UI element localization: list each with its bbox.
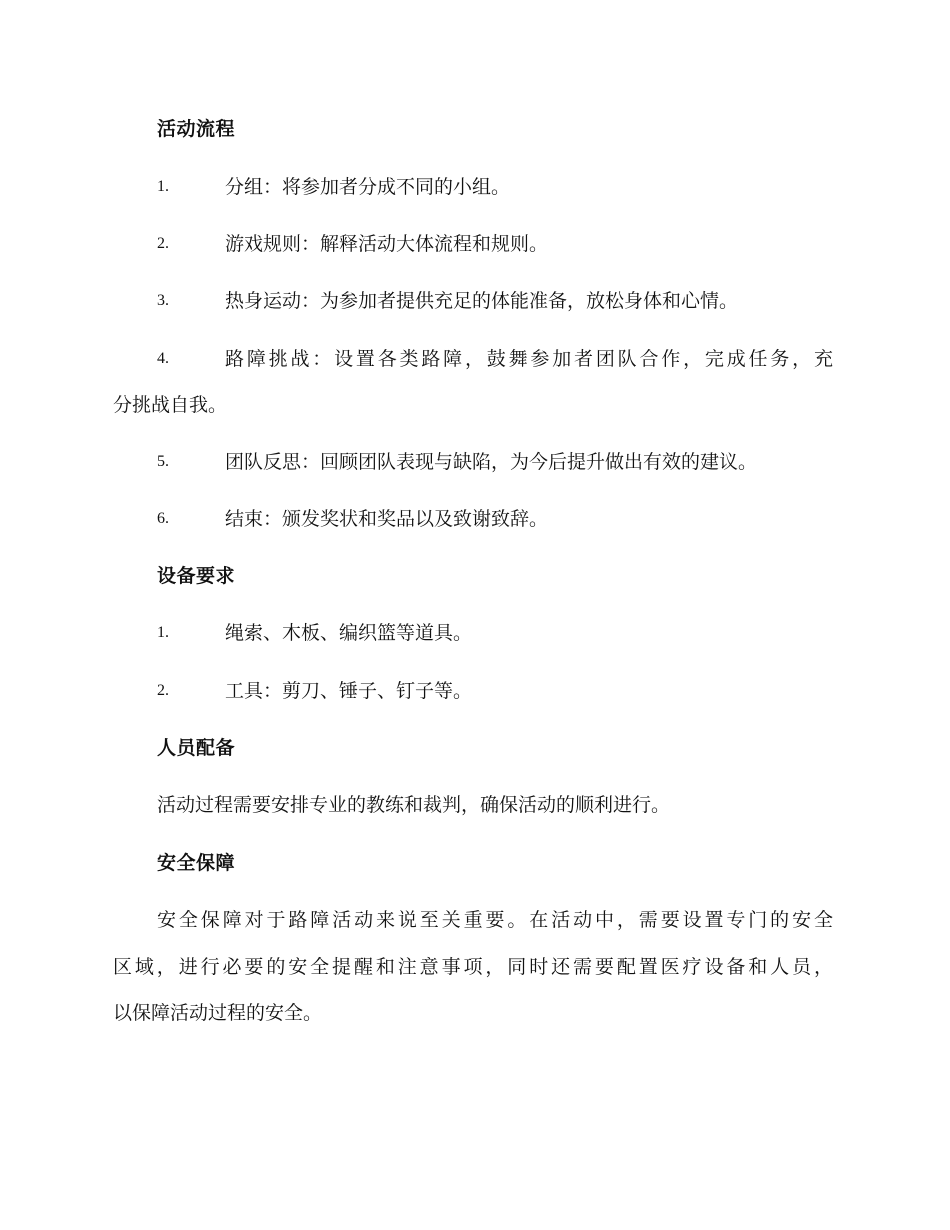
paragraph-line: 安全保障对于路障活动来说至关重要。在活动中，需要设置专门的安全 bbox=[157, 909, 833, 931]
paragraph-line: 区域，进行必要的安全提醒和注意事项，同时还需要配置医疗设备和人员， bbox=[113, 956, 833, 978]
list-item-number: 5. bbox=[157, 453, 169, 470]
list-item-text: 绳索、木板、编织篮等道具。 bbox=[225, 622, 473, 644]
list-item-text: 结束：颁发奖状和奖品以及致谢致辞。 bbox=[225, 508, 549, 530]
list-item-number: 1. bbox=[157, 624, 169, 641]
list-item-text: 分组：将参加者分成不同的小组。 bbox=[225, 176, 511, 198]
list-item-text-continuation: 分挑战自我。 bbox=[113, 394, 228, 416]
paragraph-text: 活动过程需要安排专业的教练和裁判，确保活动的顺利进行。 bbox=[157, 794, 671, 816]
section-heading-safety: 安全保障 bbox=[157, 852, 236, 874]
list-item-text: 工具：剪刀、锤子、钉子等。 bbox=[225, 680, 473, 702]
section-heading-process: 活动流程 bbox=[157, 118, 236, 140]
list-item-number: 2. bbox=[157, 682, 169, 699]
section-heading-staff: 人员配备 bbox=[157, 737, 236, 759]
list-item-text: 团队反思：回顾团队表现与缺陷，为今后提升做出有效的建议。 bbox=[225, 451, 758, 473]
list-item-number: 1. bbox=[157, 178, 169, 195]
list-item-number: 3. bbox=[157, 292, 169, 309]
list-item-text: 路障挑战：设置各类路障，鼓舞参加者团队合作，完成任务，充 bbox=[225, 348, 833, 370]
paragraph-line: 以保障活动过程的安全。 bbox=[113, 1002, 323, 1024]
list-item-number: 2. bbox=[157, 235, 169, 252]
list-item-text: 热身运动：为参加者提供充足的体能准备，放松身体和心情。 bbox=[225, 290, 739, 312]
list-item-text: 游戏规则：解释活动大体流程和规则。 bbox=[225, 233, 549, 255]
list-item-number: 4. bbox=[157, 350, 169, 367]
list-item-number: 6. bbox=[157, 510, 169, 527]
section-heading-equipment: 设备要求 bbox=[157, 565, 236, 587]
